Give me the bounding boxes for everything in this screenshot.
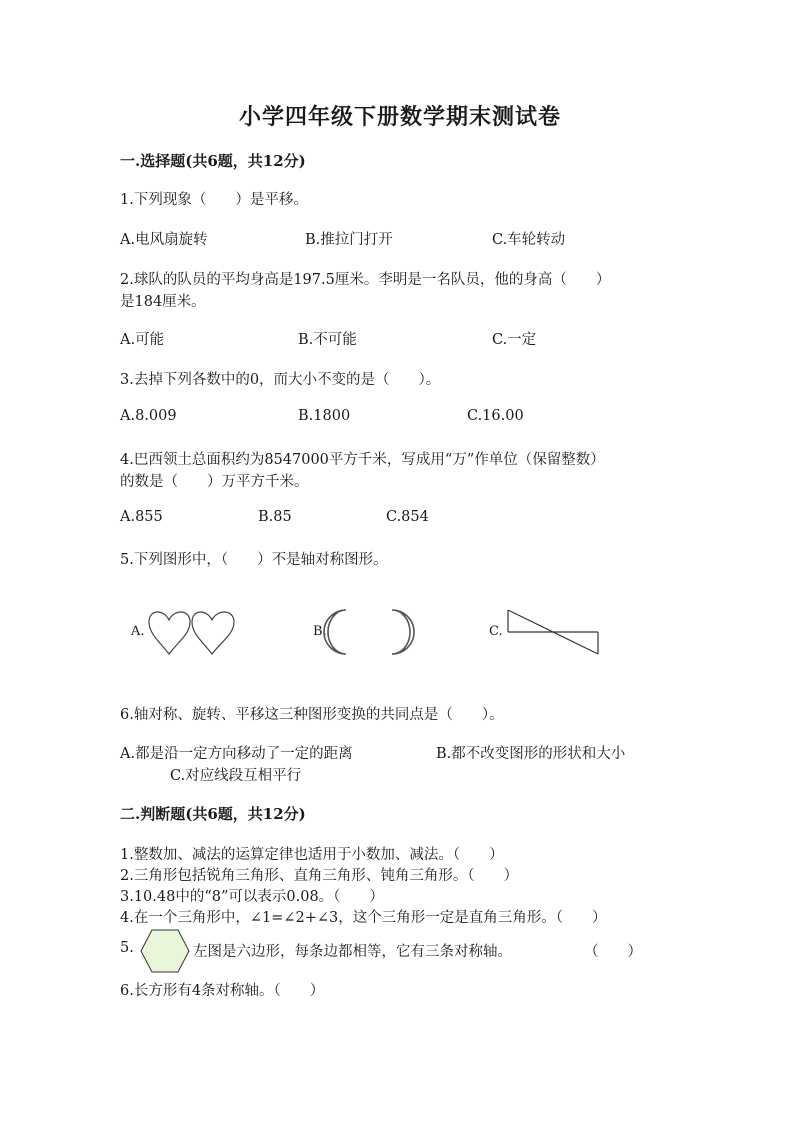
option-a: A. <box>131 624 145 639</box>
question-stem-continued: 是184厘米。 <box>120 294 206 310</box>
option-c: C.16.00 <box>467 408 524 424</box>
option-c: C.车轮转动 <box>492 232 566 248</box>
judge-question-number: 5. <box>120 940 134 956</box>
option-a: A.855 <box>120 509 163 525</box>
section-heading-judge: 二.判断题(共6题，共12分) <box>120 805 306 823</box>
question-stem-continued: 的数是（ ）万平方千米。 <box>120 474 309 490</box>
option-b: B.85 <box>258 509 292 525</box>
judge-question-text: 左图是六边形，每条边都相等，它有三条对称轴。 <box>193 944 512 960</box>
judge-question: 2.三角形包括锐角三角形、直角三角形、钝角三角形。（ ） <box>120 868 519 884</box>
judge-question: 6.长方形有4条对称轴。（ ） <box>120 983 325 999</box>
question-stem: 6.轴对称、旋转、平移这三种图形变换的共同点是（ ）。 <box>120 707 504 723</box>
question-stem: 5.下列图形中，（ ）不是轴对称图形。 <box>120 552 388 568</box>
option-a: A.8.009 <box>120 408 177 424</box>
option-b: B.推拉门打开 <box>305 232 393 248</box>
judge-question: 4.在一个三角形中，∠1=∠2+∠3，这个三角形一定是直角三角形。（ ） <box>120 910 607 926</box>
page-title: 小学四年级下册数学期末测试卷 <box>238 104 561 130</box>
option-a: A.可能 <box>120 332 165 348</box>
question-stem: 2.球队的队员的平均身高是197.5厘米。李明是一名队员，他的身高（ ） <box>120 272 611 288</box>
option-c: C.一定 <box>492 332 537 348</box>
option-b: B.都不改变图形的形状和大小 <box>436 746 626 762</box>
question-stem: 1.下列现象（ ）是平移。 <box>120 192 308 208</box>
option-c: C.854 <box>386 509 429 525</box>
option-c: C.对应线段互相平行 <box>170 768 302 784</box>
double-heart-figure <box>146 606 238 658</box>
hexagon-figure <box>140 929 190 973</box>
option-a: A.都是沿一定方向移动了一定的距离 <box>120 746 353 762</box>
answer-parentheses: （ ） <box>584 944 642 960</box>
section-heading-choice: 一.选择题(共6题，共12分) <box>120 152 306 170</box>
option-a: A.电风扇旋转 <box>120 232 208 248</box>
option-b: B. <box>313 624 327 639</box>
double-crescent-figure <box>326 606 412 658</box>
option-c: C. <box>489 624 503 639</box>
question-stem: 4.巴西领土总面积约为8547000平方千米，写成用“万”作单位（保留整数） <box>120 452 605 468</box>
judge-question: 1.整数加、减法的运算定律也适用于小数加、减法。（ ） <box>120 847 504 863</box>
option-b: B.1800 <box>298 408 351 424</box>
judge-question: 3.10.48中的“8”可以表示0.08。（ ） <box>120 889 384 905</box>
crossed-triangle-figure <box>506 606 601 658</box>
option-b: B.不可能 <box>298 332 357 348</box>
question-stem: 3.去掉下列各数中的0，而大小不变的是（ ）。 <box>120 372 441 388</box>
